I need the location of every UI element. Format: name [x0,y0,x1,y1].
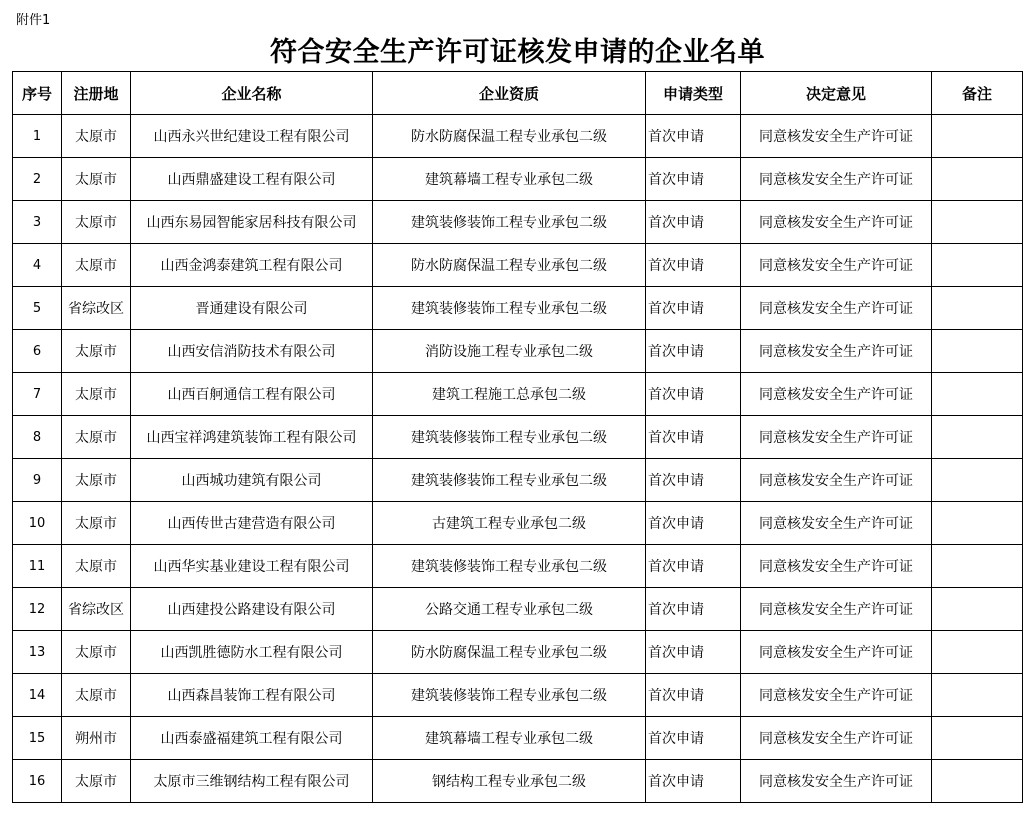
document-title: 符合安全生产许可证核发申请的企业名单 [270,37,765,68]
cell-qualification: 防水防腐保温工程专业承包二级 [373,115,646,158]
table-body [13,115,1023,803]
cell-qualification: 建筑装修装饰工程专业承包二级 [373,416,646,459]
table-row [13,631,1023,674]
cell-location: 太原市 [62,502,131,545]
cell-qualification: 建筑工程施工总承包二级 [373,373,646,416]
cell-company: 晋通建设有限公司 [131,287,373,330]
cell-type: 首次申请 [646,588,741,631]
cell-type: 首次申请 [646,115,741,158]
cell-company: 山西金鸿泰建筑工程有限公司 [131,244,373,287]
cell-location: 朔州市 [62,717,131,760]
cell-location: 太原市 [62,373,131,416]
cell-qualification: 建筑幕墙工程专业承包二级 [373,158,646,201]
cell-seq: 2 [13,158,62,201]
cell-location: 省综改区 [62,287,131,330]
cell-decision: 同意核发安全生产许可证 [741,373,932,416]
cell-type: 首次申请 [646,674,741,717]
table-row [13,330,1023,373]
cell-remark [932,244,1023,287]
cell-type: 首次申请 [646,502,741,545]
cell-remark [932,760,1023,803]
cell-decision: 同意核发安全生产许可证 [741,287,932,330]
cell-decision: 同意核发安全生产许可证 [741,760,932,803]
cell-type: 首次申请 [646,330,741,373]
table-row [13,416,1023,459]
cell-decision: 同意核发安全生产许可证 [741,588,932,631]
table-row [13,201,1023,244]
cell-location: 太原市 [62,158,131,201]
cell-type: 首次申请 [646,760,741,803]
cell-location: 太原市 [62,674,131,717]
column-header-type: 申请类型 [646,72,741,115]
cell-decision: 同意核发安全生产许可证 [741,545,932,588]
cell-qualification: 建筑装修装饰工程专业承包二级 [373,459,646,502]
column-header-seq: 序号 [13,72,62,115]
column-header-remark: 备注 [932,72,1023,115]
cell-company: 山西传世古建营造有限公司 [131,502,373,545]
cell-company: 山西安信消防技术有限公司 [131,330,373,373]
cell-remark [932,631,1023,674]
cell-decision: 同意核发安全生产许可证 [741,244,932,287]
cell-type: 首次申请 [646,545,741,588]
cell-company: 山西鼎盛建设工程有限公司 [131,158,373,201]
cell-type: 首次申请 [646,373,741,416]
cell-qualification: 建筑幕墙工程专业承包二级 [373,717,646,760]
cell-seq: 10 [13,502,62,545]
cell-seq: 5 [13,287,62,330]
cell-type: 首次申请 [646,244,741,287]
table-row [13,545,1023,588]
cell-decision: 同意核发安全生产许可证 [741,502,932,545]
cell-type: 首次申请 [646,201,741,244]
column-header-company: 企业名称 [131,72,373,115]
cell-remark [932,373,1023,416]
column-header-location: 注册地 [62,72,131,115]
cell-type: 首次申请 [646,287,741,330]
cell-decision: 同意核发安全生产许可证 [741,115,932,158]
cell-remark [932,158,1023,201]
table-row [13,244,1023,287]
table-row [13,674,1023,717]
cell-location: 太原市 [62,760,131,803]
cell-remark [932,717,1023,760]
cell-qualification: 防水防腐保温工程专业承包二级 [373,244,646,287]
cell-seq: 4 [13,244,62,287]
cell-type: 首次申请 [646,631,741,674]
cell-decision: 同意核发安全生产许可证 [741,631,932,674]
cell-company: 山西城功建筑有限公司 [131,459,373,502]
cell-qualification: 消防设施工程专业承包二级 [373,330,646,373]
company-list-table [12,71,1023,803]
cell-remark [932,545,1023,588]
cell-company: 山西永兴世纪建设工程有限公司 [131,115,373,158]
cell-location: 太原市 [62,330,131,373]
cell-seq: 9 [13,459,62,502]
cell-decision: 同意核发安全生产许可证 [741,674,932,717]
table-row [13,502,1023,545]
cell-decision: 同意核发安全生产许可证 [741,201,932,244]
cell-company: 山西百舸通信工程有限公司 [131,373,373,416]
cell-qualification: 建筑装修装饰工程专业承包二级 [373,201,646,244]
cell-company: 山西泰盛福建筑工程有限公司 [131,717,373,760]
cell-qualification: 公路交通工程专业承包二级 [373,588,646,631]
cell-type: 首次申请 [646,158,741,201]
cell-seq: 8 [13,416,62,459]
cell-remark [932,588,1023,631]
cell-seq: 11 [13,545,62,588]
cell-type: 首次申请 [646,416,741,459]
cell-seq: 12 [13,588,62,631]
cell-seq: 13 [13,631,62,674]
table-row [13,459,1023,502]
cell-remark [932,201,1023,244]
cell-location: 太原市 [62,115,131,158]
cell-qualification: 钢结构工程专业承包二级 [373,760,646,803]
table-header-row [13,72,1023,115]
cell-remark [932,674,1023,717]
cell-seq: 7 [13,373,62,416]
cell-decision: 同意核发安全生产许可证 [741,158,932,201]
cell-seq: 6 [13,330,62,373]
table-row [13,373,1023,416]
column-header-qualification: 企业资质 [373,72,646,115]
cell-remark [932,459,1023,502]
cell-seq: 1 [13,115,62,158]
attachment-label: 附件1 [16,13,51,28]
table-row [13,115,1023,158]
cell-location: 太原市 [62,416,131,459]
cell-location: 太原市 [62,244,131,287]
table-row [13,158,1023,201]
cell-remark [932,330,1023,373]
cell-location: 太原市 [62,545,131,588]
cell-remark [932,287,1023,330]
table-row [13,588,1023,631]
cell-remark [932,502,1023,545]
cell-decision: 同意核发安全生产许可证 [741,717,932,760]
cell-seq: 3 [13,201,62,244]
cell-location: 太原市 [62,459,131,502]
cell-remark [932,115,1023,158]
cell-qualification: 建筑装修装饰工程专业承包二级 [373,545,646,588]
cell-seq: 14 [13,674,62,717]
cell-company: 太原市三维钢结构工程有限公司 [131,760,373,803]
cell-type: 首次申请 [646,459,741,502]
cell-qualification: 防水防腐保温工程专业承包二级 [373,631,646,674]
cell-company: 山西建投公路建设有限公司 [131,588,373,631]
cell-company: 山西森昌装饰工程有限公司 [131,674,373,717]
cell-company: 山西凯胜德防水工程有限公司 [131,631,373,674]
cell-location: 太原市 [62,631,131,674]
cell-company: 山西华实基业建设工程有限公司 [131,545,373,588]
cell-qualification: 建筑装修装饰工程专业承包二级 [373,674,646,717]
cell-location: 太原市 [62,201,131,244]
cell-seq: 15 [13,717,62,760]
column-header-decision: 决定意见 [741,72,932,115]
cell-location: 省综改区 [62,588,131,631]
cell-remark [932,416,1023,459]
cell-type: 首次申请 [646,717,741,760]
cell-decision: 同意核发安全生产许可证 [741,416,932,459]
table-row [13,760,1023,803]
table-row [13,717,1023,760]
cell-seq: 16 [13,760,62,803]
table-row [13,287,1023,330]
cell-company: 山西东易园智能家居科技有限公司 [131,201,373,244]
cell-decision: 同意核发安全生产许可证 [741,459,932,502]
cell-company: 山西宝祥鸿建筑装饰工程有限公司 [131,416,373,459]
cell-decision: 同意核发安全生产许可证 [741,330,932,373]
cell-qualification: 古建筑工程专业承包二级 [373,502,646,545]
cell-qualification: 建筑装修装饰工程专业承包二级 [373,287,646,330]
